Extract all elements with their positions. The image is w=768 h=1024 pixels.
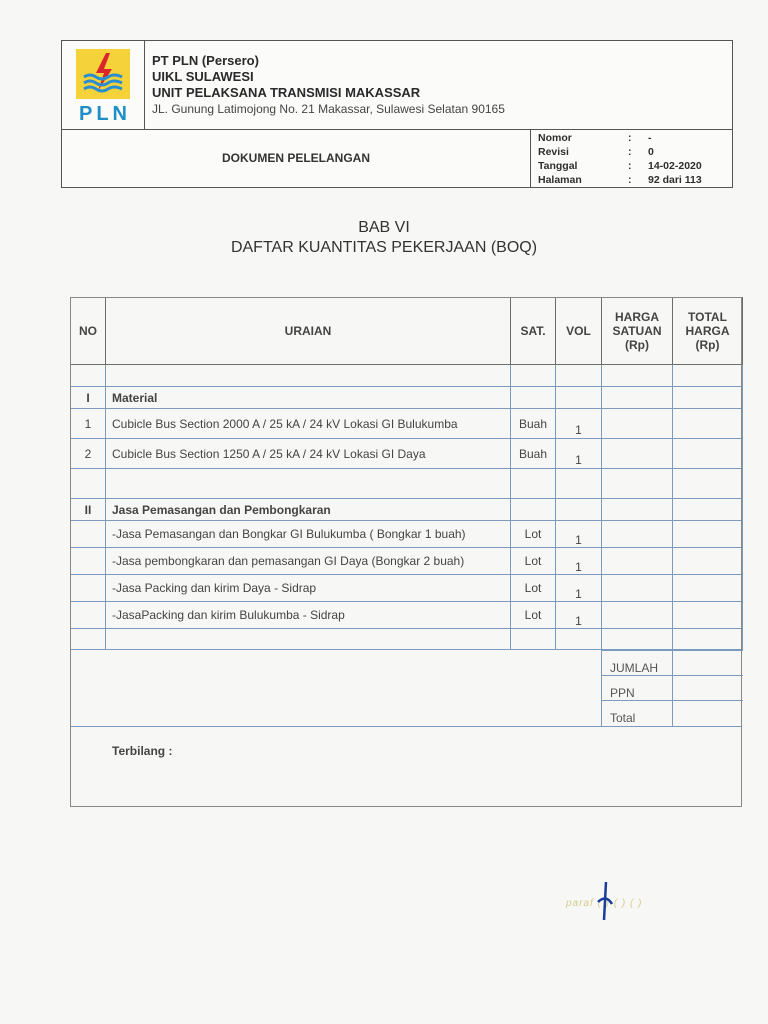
col-header-no: NO bbox=[71, 298, 106, 365]
col-header-uraian: URAIAN bbox=[106, 298, 511, 365]
boq-table bbox=[70, 297, 743, 650]
table-row bbox=[71, 575, 743, 602]
row-uraian: Cubicle Bus Section 2000 A / 25 kA / 24 kV Lokasi GI Bulukumba bbox=[106, 409, 511, 439]
summary-ppn bbox=[601, 675, 743, 701]
signature-initial-icon bbox=[596, 880, 616, 929]
row-uraian: -Jasa Packing dan kirim Daya - Sidrap bbox=[106, 575, 511, 602]
section-row-jasa bbox=[71, 499, 743, 521]
company-subunit: UNIT PELAKSANA TRANSMISI MAKASSAR bbox=[152, 85, 421, 100]
section-no: I bbox=[71, 387, 106, 409]
spacer-row bbox=[71, 629, 743, 650]
paraf-stamp: paraf ( ) ( ) ( ) bbox=[566, 898, 643, 909]
summary-total bbox=[601, 700, 743, 726]
row-vol: 1 bbox=[556, 439, 602, 469]
logo-text: PLN bbox=[79, 103, 131, 125]
row-vol: 1 bbox=[556, 575, 602, 602]
table-row bbox=[71, 602, 743, 629]
meta-row-tanggal bbox=[538, 159, 734, 173]
col-header-total-harga: TOTAL HARGA (Rp) bbox=[673, 298, 743, 365]
company-name: PT PLN (Persero) bbox=[152, 53, 259, 68]
row-no: 1 bbox=[71, 409, 106, 439]
row-no: 2 bbox=[71, 439, 106, 469]
col-header-harga-satuan: HARGA SATUAN (Rp) bbox=[602, 298, 673, 365]
company-unit: UIKL SULAWESI bbox=[152, 69, 254, 84]
meta-key: Halaman bbox=[538, 174, 582, 186]
spacer-row bbox=[71, 469, 743, 499]
spacer-row bbox=[71, 365, 743, 387]
row-uraian: -Jasa Pemasangan dan Bongkar GI Bulukumba ( Bongkar 1 buah) bbox=[106, 521, 511, 548]
header-top-row bbox=[62, 41, 732, 130]
document-header bbox=[61, 40, 733, 188]
meta-value: 92 dari 113 bbox=[648, 174, 702, 186]
meta-key: Nomor bbox=[538, 132, 572, 144]
summary-label: PPN bbox=[610, 686, 635, 700]
summary-label: JUMLAH bbox=[610, 661, 659, 675]
table-row bbox=[71, 409, 743, 439]
summary-label: Total bbox=[610, 711, 636, 725]
table-row bbox=[71, 521, 743, 548]
row-sat: Buah bbox=[511, 409, 556, 439]
section-label: Jasa Pemasangan dan Pembongkaran bbox=[106, 499, 511, 521]
chapter-title: BAB VI bbox=[358, 219, 410, 236]
section-row-material bbox=[71, 387, 743, 409]
table-row bbox=[71, 548, 743, 575]
logo-cell bbox=[62, 41, 145, 129]
table-header-row bbox=[71, 298, 743, 365]
row-sat: Lot bbox=[511, 548, 556, 575]
row-vol: 1 bbox=[556, 548, 602, 575]
meta-sep: : bbox=[628, 146, 632, 158]
document-meta bbox=[538, 131, 734, 187]
row-sat: Buah bbox=[511, 439, 556, 469]
meta-row-revisi bbox=[538, 145, 734, 159]
col-header-sat: SAT. bbox=[511, 298, 556, 365]
table-row bbox=[71, 439, 743, 469]
company-info bbox=[152, 53, 505, 117]
meta-sep: : bbox=[628, 160, 632, 172]
meta-value: 0 bbox=[648, 146, 654, 158]
section-label: Material bbox=[106, 387, 511, 409]
row-vol: 1 bbox=[556, 521, 602, 548]
row-sat: Lot bbox=[511, 521, 556, 548]
header-bottom-row bbox=[62, 129, 732, 187]
meta-sep: : bbox=[628, 132, 632, 144]
row-sat: Lot bbox=[511, 602, 556, 629]
row-vol: 1 bbox=[556, 409, 602, 439]
meta-value: - bbox=[648, 132, 652, 144]
section-no: II bbox=[71, 499, 106, 521]
summary-jumlah bbox=[601, 650, 743, 676]
meta-key: Revisi bbox=[538, 146, 569, 158]
row-uraian: Cubicle Bus Section 1250 A / 25 kA / 24 kV Lokasi GI Daya bbox=[106, 439, 511, 469]
chapter-subtitle: DAFTAR KUANTITAS PEKERJAAN (BOQ) bbox=[230, 239, 538, 256]
terbilang-label: Terbilang : bbox=[112, 744, 173, 758]
document-title: DOKUMEN PELELANGAN bbox=[62, 129, 531, 187]
row-uraian: -JasaPacking dan kirim Bulukumba - Sidrap bbox=[106, 602, 511, 629]
row-sat: Lot bbox=[511, 575, 556, 602]
pln-logo-icon bbox=[76, 49, 130, 99]
summary-block bbox=[70, 648, 742, 727]
meta-sep: : bbox=[628, 174, 632, 186]
meta-key: Tanggal bbox=[538, 160, 578, 172]
col-header-vol: VOL bbox=[556, 298, 602, 365]
row-uraian: -Jasa pembongkaran dan pemasangan GI Daya (Bongkar 2 buah) bbox=[106, 548, 511, 575]
row-vol: 1 bbox=[556, 602, 602, 629]
meta-row-nomor bbox=[538, 131, 734, 145]
company-address: JL. Gunung Latimojong No. 21 Makassar, Sulawesi Selatan 90165 bbox=[152, 102, 505, 116]
meta-row-halaman bbox=[538, 173, 734, 187]
meta-value: 14-02-2020 bbox=[648, 160, 702, 172]
